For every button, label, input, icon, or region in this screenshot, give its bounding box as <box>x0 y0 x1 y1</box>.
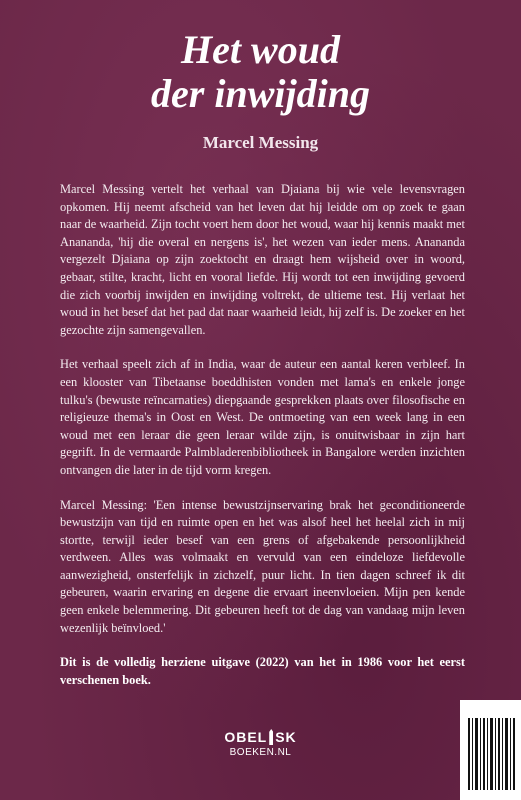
book-title <box>0 28 521 116</box>
publisher-name-left: OBEL <box>224 729 268 745</box>
title-line-1: Het woud <box>181 27 340 72</box>
barcode <box>460 700 521 800</box>
publisher-logo <box>0 727 521 758</box>
publisher-website: BOEKEN.NL <box>229 747 292 758</box>
publisher-name-right: SK <box>275 729 297 745</box>
author-name: Marcel Messing <box>202 133 319 152</box>
edition-note: Dit is de volledig herziene uitgave (2022) van het in 1986 voor het eerst verschenen boek. <box>60 655 465 687</box>
blurb-paragraph-1: Marcel Messing vertelt het verhaal van Djaiana bij wie vele levensvragen opkomen. Hij neemt afscheid van het leven dat hij leidde om op zoek te gaan naar de waarheid. Zijn tocht voert hem door het woud, waar hij kennis maakt met Anananda, 'hij die overal en nergens is', het wezen van ieder mens. Anananda vergezelt Djaiana op zijn zoektocht en draagt hem wijsheid over in woord, gebaar, stilte, kracht, licht en vooral liefde. Hij wordt tot een inwijding gevoerd die zich voorbij inwijden en inwijding voltrekt, de ultieme test. Hij verlaat het woud in het besef dat het pad dat naar waarheid leidt, hij zelf is. De zoeker en het gezochte zijn samengevallen. <box>60 182 465 337</box>
obelisk-icon <box>269 729 273 745</box>
blurb-paragraph-3: Marcel Messing: 'Een intense bewustzijnservaring brak het geconditioneerde bewustzijn van tijd en ruimte open en het was alsof heel het heelal zich in mij stortte, terwijl ieder besef van een grens of afgebakende persoonlijkheid verdween. Alles was volmaakt en vervuld van een eindeloze liefdevolle aanwezigheid, onsterfelijk in zichzelf, puur licht. In tien dagen schreef ik dit gebeuren, waarin ervaring en degene die ervaart ineenvloeien. Mijn pen kende geen enkele belemmering. Dit gebeuren heeft tot de dag van vandaag mijn leven wezenlijk beïnvloed.' <box>60 497 465 635</box>
blurb <box>60 181 465 706</box>
title-line-2: der inwijding <box>151 71 370 116</box>
blurb-paragraph-2: Het verhaal speelt zich af in India, waar de auteur een aantal keren verbleef. In een klooster van Tibetaanse boeddhisten vonden met lama's en enkele jonge tulku's (bewuste reïncarnaties) diepgaande gesprekken plaats over filosofische en religieuze thema's in Oost en West. De ontmoeting van een week lang in een woud met een leraar die geen leraar wilde zijn, is onuitwisbaar in zijn hart gegrift. In de vermaarde Palmbladerenbibliotheek in Bangalore werden inzichten ontvangen die later in de tijd vorm kregen. <box>60 357 465 477</box>
barcode-icon <box>460 700 521 800</box>
